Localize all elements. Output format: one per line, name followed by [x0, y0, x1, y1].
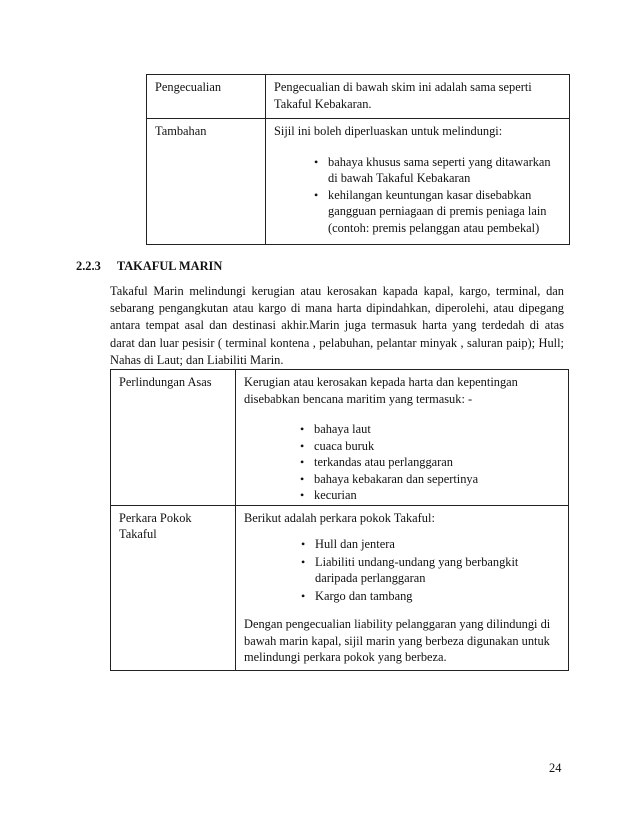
row-intro: Kerugian atau kerosakan kepada harta dan kepentingan disebabkan bencana maritim yang termasuk: - — [244, 375, 518, 406]
list-item: • Liabiliti undang-undang yang berbangkit daripada perlanggaran — [315, 554, 562, 587]
table-cell-body — [266, 119, 569, 244]
table-cell-label — [111, 370, 236, 506]
table-cell-content — [236, 505, 569, 670]
section-heading — [76, 258, 222, 275]
page-number: 24 — [549, 761, 562, 775]
table-cell-label — [147, 119, 266, 245]
row-intro: Berikut adalah perkara pokok Takaful: — [244, 510, 435, 525]
row-intro: Sijil ini boleh diperluaskan untuk melindungi: — [274, 124, 503, 138]
row-label: Perkara Pokok Takaful — [119, 510, 192, 541]
list-item: • kecurian — [314, 487, 562, 504]
row-label: Perlindungan Asas — [119, 375, 212, 389]
table-row — [147, 119, 570, 245]
row-text: Pengecualian di bawah skim ini adalah sama seperti Takaful Kebakaran. — [274, 80, 532, 111]
table-cell-label — [147, 75, 266, 119]
list-item: • bahaya kebakaran dan sepertinya — [314, 471, 562, 488]
section-number: 2.2.3 — [76, 259, 101, 273]
table-cell-body — [236, 506, 568, 670]
table-row — [111, 505, 569, 670]
list-item: • bahaya khusus sama seperti yang ditawarkan di bawah Takaful Kebakaran — [328, 154, 563, 187]
bullet-list — [314, 421, 562, 504]
list-item: • Kargo dan tambang — [315, 588, 562, 605]
list-item: • kehilangan keuntungan kasar disebabkan gangguan perniagaan di premis peniaga lain (contoh: premis pelanggan atau pembekal) — [328, 187, 563, 237]
row-note: Dengan pengecualian liability pelanggaran yang dilindungi di bawah marin kapal, sijil marin yang berbeza digunakan untuk melindungi perkara pokok yang berbeza. — [244, 617, 551, 664]
table-cell-content — [266, 119, 570, 245]
bullet-list — [328, 154, 563, 237]
takaful-kebakaran-table — [146, 74, 570, 245]
table-cell-content — [236, 370, 569, 506]
row-label: Pengecualian — [155, 80, 222, 94]
bullet-list — [315, 536, 562, 604]
list-item: • bahaya laut — [314, 421, 562, 438]
table-cell-content — [266, 75, 570, 119]
section-title: TAKAFUL MARIN — [116, 259, 223, 273]
table-cell-label — [111, 505, 236, 670]
row-label: Tambahan — [155, 124, 207, 138]
table-row — [111, 370, 569, 506]
list-item: • terkandas atau perlanggaran — [314, 454, 562, 471]
table-cell-body — [236, 370, 568, 505]
list-item: • cuaca buruk — [314, 438, 562, 455]
takaful-marin-table — [110, 369, 569, 671]
table-row — [147, 75, 570, 119]
section-paragraph: Takaful Marin melindungi kerugian atau kerosakan kapada kapal, kargo, terminal, dan sebarang pengangkutan atau kargo di mana harta dipindahkan, diperolehi, atau dipegang antara tempat asal dan destinasi akhir.Marin juga termasuk harta yang terdedah di atas darat dan luar pesisir ( terminal kontena , pelabuhan, pelantar minyak , saluran paip); Hull; Nahas di Laut; dan Liabiliti Marin. — [110, 284, 564, 367]
list-item: • Hull dan jentera — [315, 536, 562, 553]
